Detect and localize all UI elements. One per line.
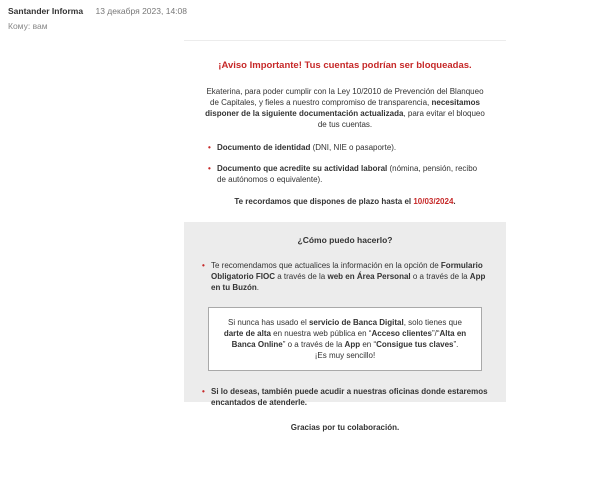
recipient-line[interactable]: Кому: вам [8, 21, 48, 31]
thanks-line: Gracias por tu colaboración. [290, 423, 400, 432]
bullet-icon: • [208, 164, 211, 173]
bullet-icon: • [202, 261, 205, 270]
header-divider [184, 40, 506, 41]
sent-date: 13 декабря 2023, 14:08 [95, 6, 187, 16]
list-item: • Documento que acredite su actividad laboral (nómina, pensión, recibo de autónomos o equivalente). [208, 164, 478, 184]
how-to-panel [184, 222, 506, 407]
bullet-icon: • [202, 387, 205, 396]
email-title: ¡Aviso Importante! Tus cuentas podrían ser bloqueadas. [218, 60, 472, 71]
deadline-date: 10/03/2024 [413, 197, 454, 206]
email-body [184, 42, 506, 432]
email-header [8, 6, 187, 31]
bullet-icon: • [208, 143, 211, 152]
intro-paragraph: Ekaterina, para poder cumplir con la Ley 10/2010 de Prevención del Blanqueo de Capitales, y fieles a nuestro compromiso de transparencia, necesitamos disponer de la siguiente documentación actualizada, para evitar el bloqueo de tus cuentas. [205, 87, 485, 129]
deadline-notice: Te recordamos que dispones de plazo hasta el 10/03/2024. [234, 197, 456, 206]
list-item: • Documento de identidad (DNI, NIE o pasaporte). [208, 143, 397, 152]
document-list [208, 142, 482, 185]
how-to-question: ¿Cómo puedo hacerlo? [297, 235, 393, 245]
office-item: • Si lo deseas, también puede acudir a nuestras oficinas donde estaremos encantados de atenderle. [202, 387, 488, 407]
recommendation-item: • Te recomendamos que actualices la información en la opción de Formulario Obligatorio FIOC a través de la web en Área Personal o a través de la App en tu Buzón. [202, 261, 486, 292]
online-banking-box: Si nunca has usado el servicio de Banca Digital, solo tienes que darte de alta en nuestra web pública en “Acceso clientes”/“Alta en Banca Online” o a través de la App en “Consigue tus claves”. ¡Es muy sencillo! [208, 307, 482, 371]
sender-name[interactable]: Santander Informa [8, 6, 84, 16]
